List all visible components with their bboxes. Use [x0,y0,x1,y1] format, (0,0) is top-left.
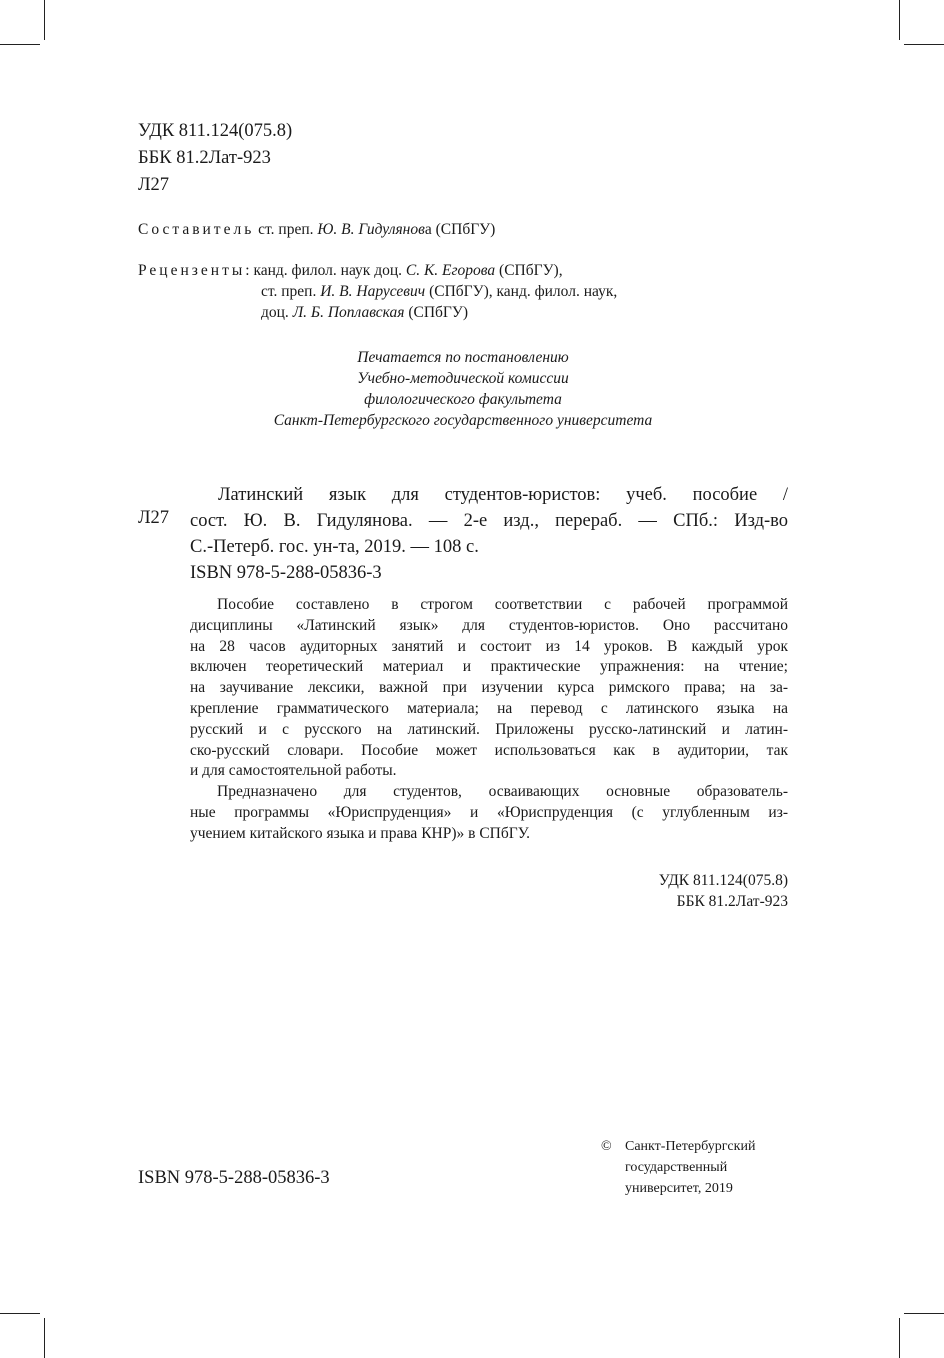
annotation [190,595,788,845]
compiler-position: ст. преп. [258,221,314,238]
footer-isbn: ISBN 978-5-288-05836-3 [138,1168,330,1188]
annotation-line: Пособие составлено в строгом соответствии с рабочей программой [217,596,788,613]
reviewer1-name: С. К. Егорова [405,262,496,279]
reviewer2-suffix: (СПбГУ), канд. филол. наук, [429,283,618,300]
copyright-line-3: университет, 2019 [625,1181,733,1196]
bbk-code: ББК 81.2Лат-923 [138,148,271,168]
reviewers-block [138,260,617,323]
reviewer2-name: И. В. Нарусевич [320,283,426,300]
copyright-symbol: © [601,1139,612,1154]
approval-notice [138,347,788,431]
copyright-line-2: государственный [625,1160,728,1175]
reviewer1-suffix: (СПбГУ), [499,262,563,279]
compiler-name-suffix: а [424,221,432,238]
udc-code: УДК 811.124(075.8) [138,121,293,141]
bib-line-3: С.-Петерб. гос. ун-та, 2019. — 108 с. [190,537,479,557]
reviewer1-prefix: : канд. филол. наук доц. [245,262,403,279]
reviewer3-suffix: (СПбГУ) [408,304,469,321]
copyright-line-1: Санкт-Петербургский [625,1139,756,1154]
classification-codes-repeat [500,870,788,912]
annotation-line: ные программы «Юриспруденция» и «Юриспруденция (с углубленным из- [190,803,788,821]
reviewer2-line [138,281,617,302]
annotation-line: русский и с русского на латинский. Приложены русско-латинский и латин- [190,720,788,738]
crop-mark-top-left-h [0,44,40,45]
approval-line-2: Учебно-методической комиссии [357,370,569,387]
reviewers-label: Рецензенты [138,262,246,279]
reviewer2-prefix: ст. преп. [261,283,317,300]
compiler-label: Составитель [138,221,255,238]
crop-mark-top-left-v [44,0,45,40]
approval-line-3: филологического факультета [364,391,562,408]
compiler-name: Ю. В. Гидулянов [317,221,425,238]
annotation-line: дисциплины «Латинский язык» для студентов-юристов. Оно рассчитано [190,616,788,634]
annotation-line: крепление грамматического материала; на перевод с латинского языка на [190,699,788,717]
crop-mark-bottom-left-v [44,1318,45,1358]
annotation-line: учением китайского языка и права КНР)» в СПбГУ. [190,824,531,842]
reviewer3-prefix: доц. [261,304,289,321]
bibliographic-description [190,482,788,586]
author-sign: Л27 [138,175,170,195]
copyright-notice [601,1136,755,1199]
crop-mark-top-right-v [899,0,900,40]
reviewer3-line [138,302,617,323]
classification-codes [138,118,292,199]
crop-mark-bottom-right-h [904,1313,944,1314]
annotation-line: на 28 часов аудиторных занятий и состоит из 14 уроков. В каждый урок [190,637,788,655]
annotation-line: на заучивание лексики, важной при изучении курса римского права; на за- [190,679,788,697]
bib-line-1: Латинский язык для студентов-юристов: учеб. пособие / [218,485,788,505]
annotation-line: и для самостоятельной работы. [190,762,397,780]
annotation-line: включен теоретический материал и практические упражнения: на чтение; [190,658,788,676]
compiler-affiliation: (СПбГУ) [435,221,496,238]
approval-line-1: Печатается по постановлению [357,349,569,366]
compiler-line [138,219,495,240]
annotation-line: Предназначено для студентов, осваивающих основные образователь- [217,783,788,801]
reviewer3-name: Л. Б. Поплавская [292,304,405,321]
crop-mark-bottom-left-h [0,1313,40,1314]
crop-mark-top-right-h [904,44,944,45]
bib-isbn: ISBN 978-5-288-05836-3 [190,563,382,583]
bbk-code-repeat: ББК 81.2Лат-923 [676,893,788,910]
annotation-line: ско-русский словари. Пособие может использоваться как в аудитории, так [190,741,788,759]
approval-line-4: Санкт-Петербургского государственного университета [273,412,653,429]
crop-mark-bottom-right-v [899,1318,900,1358]
udc-code-repeat: УДК 811.124(075.8) [658,872,788,889]
bib-line-2: сост. Ю. В. Гидулянова. — 2-е изд., перераб. — СПб.: Изд-во [190,511,788,531]
bib-author-sign: Л27 [138,508,170,528]
